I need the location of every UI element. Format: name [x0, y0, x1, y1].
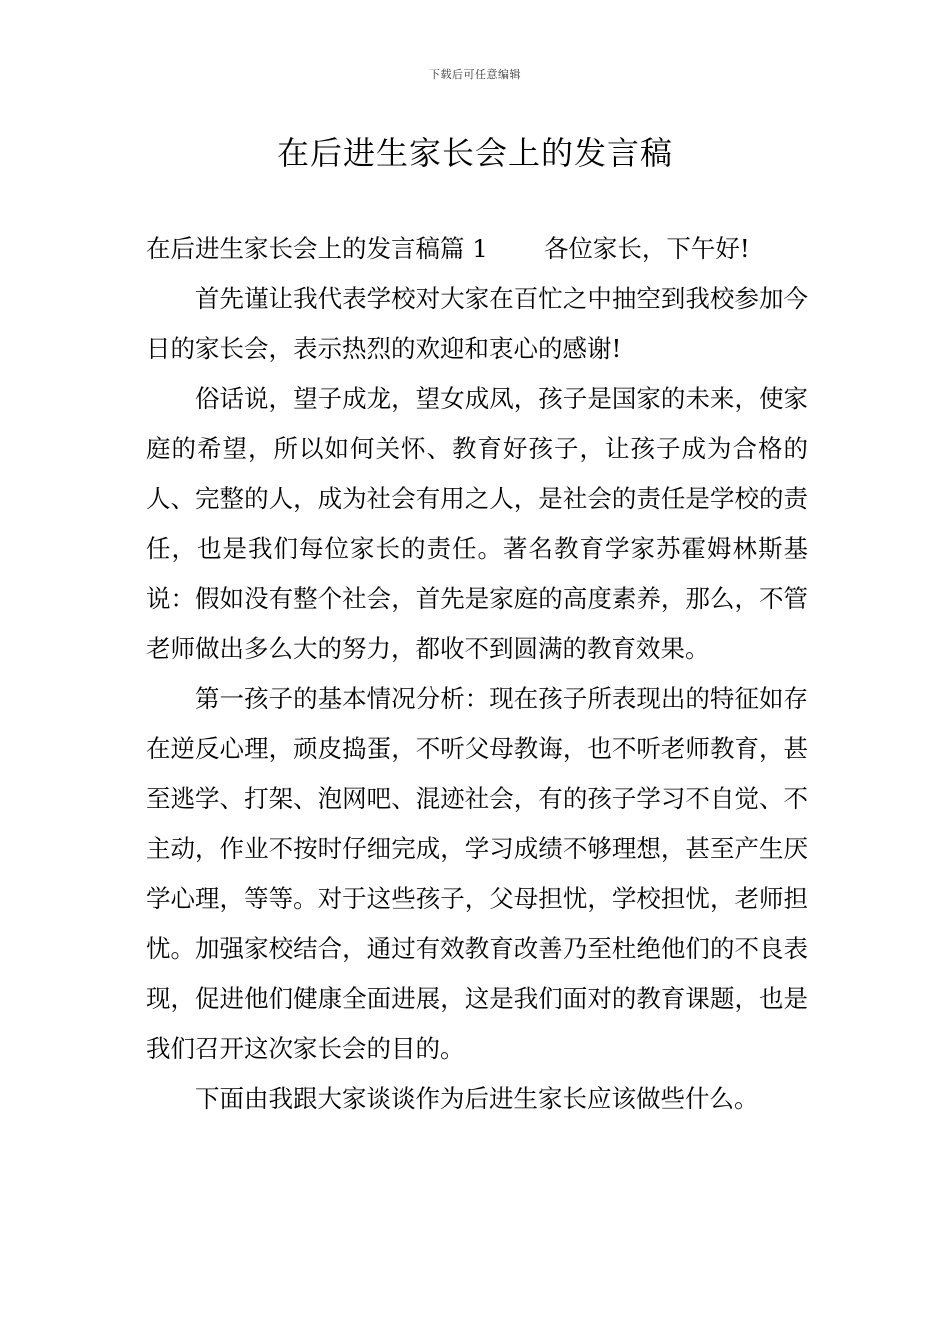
paragraph-1: 首先谨让我代表学校对大家在百忙之中抽空到我校参加今日的家长会，表示热烈的欢迎和衷心的感谢!: [146, 284, 808, 363]
header-note: 下载后可任意编辑: [429, 68, 521, 81]
document-body: [146, 224, 808, 1124]
paragraph-3: 第一孩子的基本情况分析：现在孩子所表现出的特征如存在逆反心理，顽皮捣蛋，不听父母教诲，也不听老师教育，甚至逃学、打架、泡网吧、混迹社会，有的孩子学习不自觉、不主动，作业不按时仔细完成，学习成绩不够理想，甚至产生厌学心理，等等。对于这些孩子，父母担忧，学校担忧，老师担忧。加强家校结合，通过有效教育改善乃至杜绝他们的不良表现，促进他们健康全面进展，这是我们面对的教育课题，也是我们召开这次家长会的目的。: [146, 684, 808, 1063]
greeting: 各位家长，下午好!: [543, 234, 750, 263]
section-label: 在后进生家长会上的发言稿篇 1: [146, 234, 488, 263]
opening-line: [146, 224, 808, 274]
paragraph-2: 俗话说，望子成龙，望女成凤，孩子是国家的未来，使家庭的希望，所以如何关怀、教育好孩子，让孩子成为合格的人、完整的人，成为社会有用之人，是社会的责任是学校的责任，也是我们每位家长的责任。著名教育学家苏霍姆林斯基说：假如没有整个社会，首先是家庭的高度素养，那么，不管老师做出多么大的努力，都收不到圆满的教育效果。: [146, 384, 808, 663]
page-title: 在后进生家长会上的发言稿: [276, 134, 673, 172]
paragraph-4: 下面由我跟大家谈谈作为后进生家长应该做些什么。: [195, 1084, 759, 1113]
